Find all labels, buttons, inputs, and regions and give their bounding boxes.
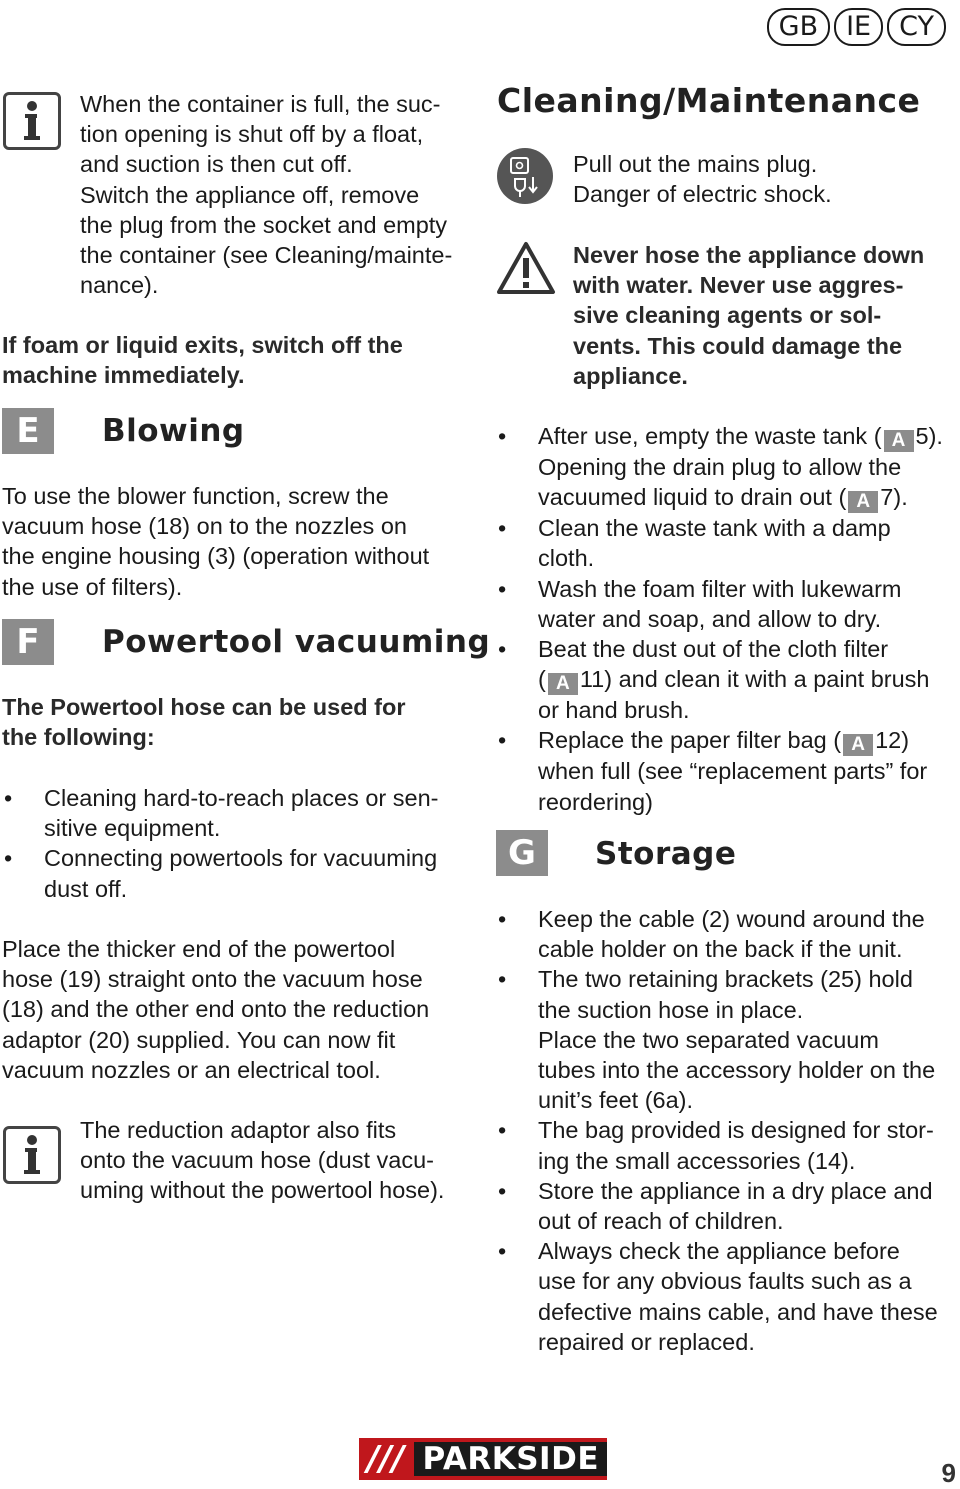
list-item: • Replace the paper filter bag ( A 12) when full (see “replacement parts” for reordering)	[498, 727, 928, 815]
info-icon	[3, 92, 61, 150]
cleaning-maintenance-title: Cleaning/Maintenance	[497, 81, 921, 120]
list-item: • Always check the appliance before use for any obvious faults such as a defective mains cable, and have these repaired or replaced.	[498, 1238, 938, 1355]
page-number: 9	[941, 1458, 956, 1488]
figure-ref-a: A	[884, 430, 914, 452]
warning-no-hose: Never hose the appliance down with water. Never use aggres- sive cleaning agents or sol- vents. This could damage the appliance.	[573, 242, 925, 389]
storage-list	[498, 904, 938, 1357]
section-e-title: Blowing	[102, 413, 245, 449]
section-g-title: Storage	[595, 836, 737, 872]
list-item: • The two retaining brackets (25) hold the suction hose in place. Place the two separated vacuum tubes into the accessory holder on the unit’s feet (6a).	[498, 966, 936, 1114]
plug-icon	[496, 147, 554, 205]
list-item: • Beat the dust out of the cloth filter ( A 11) and clean it with a paint brush or hand brush.	[498, 636, 930, 724]
list-item: • Wash the foam filter with lukewarm water and soap, and allow to dry.	[498, 575, 902, 632]
section-f-marker: F	[2, 619, 54, 665]
badge-cy: CY	[887, 8, 946, 46]
list-item: • Store the appliance in a dry place and out of reach of children.	[498, 1177, 933, 1235]
language-badges	[767, 8, 946, 46]
warning-foam-liquid: If foam or liquid exits, switch off the machine immediately.	[2, 332, 403, 389]
section-f-title: Powertool vacuuming	[102, 624, 491, 660]
list-item: • After use, empty the waste tank ( A 5). Opening the drain plug to allow the vacuumed liquid to drain out ( A 7).	[498, 423, 943, 513]
blowing-text: To use the blower function, screw the vacuum hose (18) on to the nozzles on the engine housing (3) (operation without the use of filters).	[2, 483, 430, 600]
powertool-intro: The Powertool hose can be used for the following:	[2, 694, 406, 751]
badge-ie: IE	[834, 8, 883, 46]
note-reduction-adaptor: The reduction adaptor also fits onto the vacuum hose (dust vacu- uming without the powertool hose).	[80, 1117, 445, 1204]
list-item: • Cleaning hard-to-reach places or sen- sitive equipment.	[4, 785, 439, 842]
section-e-marker: E	[2, 408, 54, 454]
place-hose-text: Place the thicker end of the powertool hose (19) straight onto the vacuum hose (18) and the other end onto the reduction adaptor (20) supplied. You can now fit vacuum nozzles or an electrical tool.	[2, 936, 430, 1083]
badge-gb: GB	[767, 8, 830, 46]
list-item: • Clean the waste tank with a damp cloth.	[498, 515, 891, 572]
list-item: • The bag provided is designed for stor- ing the small accessories (14).	[498, 1117, 934, 1174]
figure-ref-a: A	[548, 673, 578, 695]
cleaning-steps-list	[498, 421, 943, 817]
figure-ref-a: A	[843, 734, 873, 756]
parkside-logo	[359, 1438, 607, 1480]
logo-wordmark: PARKSIDE	[414, 1442, 607, 1476]
mains-plug-text: Pull out the mains plug. Danger of electric shock.	[573, 151, 832, 208]
warning-icon	[496, 240, 556, 296]
figure-ref-a: A	[848, 491, 878, 513]
list-item: • Keep the cable (2) wound around the cable holder on the back if the unit.	[498, 906, 925, 963]
logo-slashes: ///	[367, 1439, 405, 1479]
list-item: • Connecting powertools for vacuuming dust off.	[4, 845, 438, 902]
note-container-full: When the container is full, the suc- tion opening is shut off by a float, and suction is then cut off. Switch the appliance off, remove the plug from the socket and empty the container (see Cleaning/mainte- nance).	[80, 91, 453, 299]
info-icon	[3, 1126, 61, 1184]
section-g-marker: G	[496, 830, 548, 876]
powertool-uses-list	[4, 783, 439, 904]
